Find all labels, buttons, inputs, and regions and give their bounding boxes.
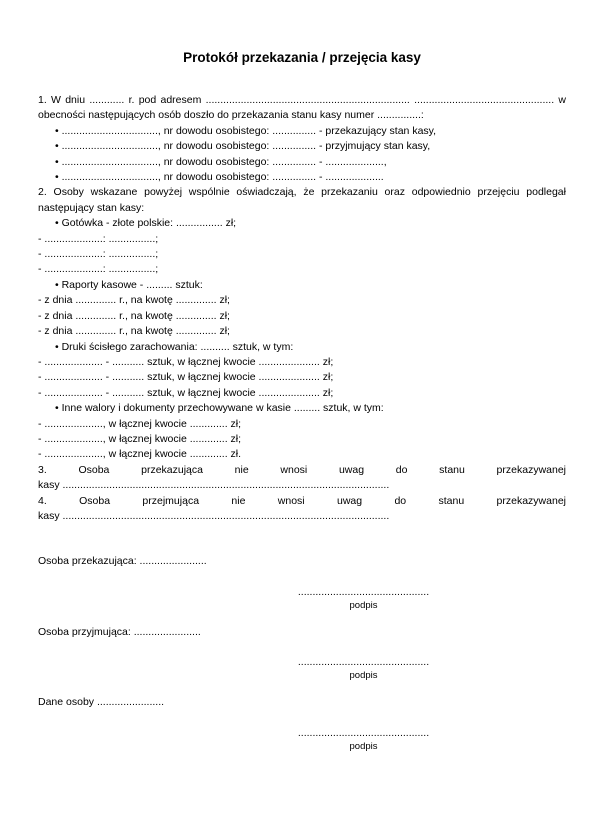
signature-line: ............................................. <box>297 585 430 598</box>
form-line: - ....................: ................; <box>38 248 159 261</box>
form-line: - ...................., w łącznej kwocie ............. zł; <box>38 432 242 445</box>
form-line: - ...................., w łącznej kwocie ............. zł. <box>38 448 242 461</box>
form-line: • Raporty kasowe - ......... sztuk: <box>55 278 203 291</box>
signature-group-przekazujaca <box>38 554 566 611</box>
form-line: - z dnia .............. r., na kwotę .............. zł; <box>38 325 230 338</box>
form-line: • Druki ścisłego zarachowania: .......... sztuk, w tym: <box>55 340 294 353</box>
form-line: kasy ................................................................................................................ <box>38 479 390 492</box>
signature-group-przyjmujaca <box>38 625 566 682</box>
signature-area <box>291 727 436 753</box>
signature-label-dane-osoby: Dane osoby ....................... <box>38 696 165 709</box>
form-line: • ................................., nr dowodu osobistego: ............... - przyjmujący stan kasy, <box>55 140 431 153</box>
signature-area <box>291 656 436 682</box>
form-line: następujący stan kasy: <box>38 201 145 214</box>
signature-group-dane-osoby <box>38 695 566 752</box>
form-line: - .................... - ........... sztuk, w łącznej kwocie ..................... zł; <box>38 386 334 399</box>
signature-caption: podpis <box>349 599 378 611</box>
signature-label-osoba-przyjmujaca: Osoba przyjmująca: ....................... <box>38 625 201 638</box>
form-line: obecności następujących osób doszło do przekazania stanu kasy numer ...............: <box>38 109 424 122</box>
form-line: • Inne walory i dokumenty przechowywane w kasie ......... sztuk, w tym: <box>55 402 384 415</box>
form-line: - z dnia .............. r., na kwotę .............. zł; <box>38 309 230 322</box>
form-line: • Gotówka - złote polskie: ................ zł; <box>55 217 237 230</box>
form-line: • ................................., nr dowodu osobistego: ............... - ...................., <box>55 155 387 168</box>
form-line: - .................... - ........... sztuk, w łącznej kwocie ..................... zł; <box>38 371 334 384</box>
form-line: - ...................., w łącznej kwocie ............. zł; <box>38 417 242 430</box>
form-line: • ................................., nr dowodu osobistego: ............... - przekazujący stan kasy, <box>55 124 437 137</box>
form-line: - ....................: ................; <box>38 263 159 276</box>
form-line: 1. W dniu ............ r. pod adresem ...................................................................... ................................................ w <box>38 94 566 106</box>
form-line: • ................................., nr dowodu osobistego: ............... - .................... <box>55 171 384 184</box>
document-title: Protokół przekazania / przejęcia kasy <box>183 50 421 65</box>
document-body <box>38 93 566 524</box>
signature-label-osoba-przekazujaca: Osoba przekazująca: ....................... <box>38 555 207 568</box>
form-line: 3. Osoba przekazująca nie wnosi uwag do stanu przekazywanej <box>38 463 566 476</box>
form-line: 4. Osoba przejmująca nie wnosi uwag do stanu przekazywanej <box>38 494 566 507</box>
signature-area <box>291 586 436 612</box>
form-line: - .................... - ........... sztuk, w łącznej kwocie ..................... zł; <box>38 355 334 368</box>
form-line: - z dnia .............. r., na kwotę .............. zł; <box>38 294 230 307</box>
signature-line: ............................................. <box>297 726 430 739</box>
form-line: 2. Osoby wskazane powyżej wspólnie oświadczają, że przekazaniu oraz odpowiednio przejęciu podlegał <box>38 186 566 199</box>
form-line: - ....................: ................; <box>38 232 159 245</box>
signature-caption: podpis <box>349 740 378 752</box>
signature-section <box>38 554 566 752</box>
form-line: kasy ................................................................................................................ <box>38 509 390 522</box>
signature-line: ............................................. <box>297 656 430 669</box>
signature-caption: podpis <box>349 670 378 682</box>
